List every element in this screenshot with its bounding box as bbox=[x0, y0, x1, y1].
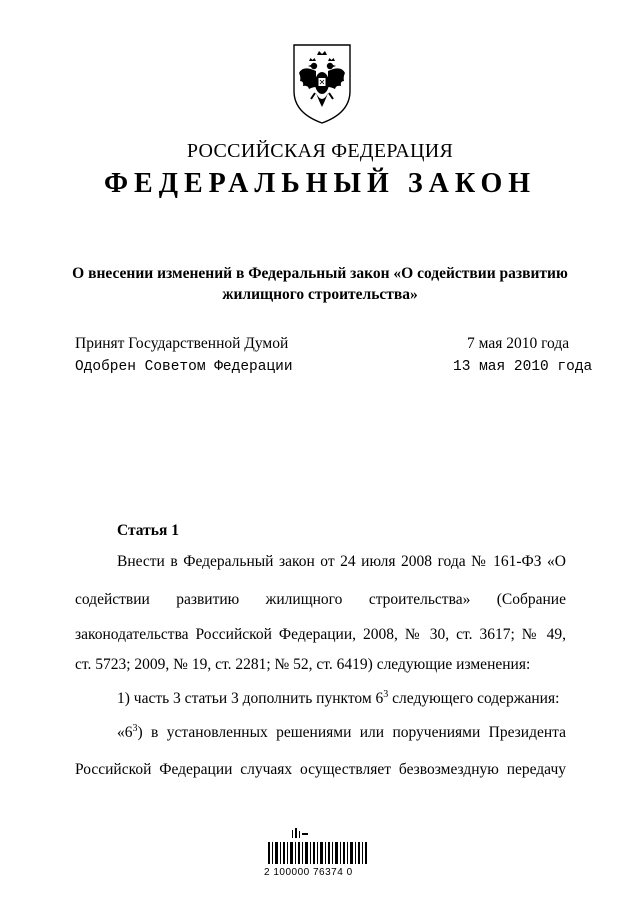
quote-superscript: 3 bbox=[132, 722, 138, 734]
country-name: РОССИЙСКАЯ ФЕДЕРАЦИЯ bbox=[186, 140, 454, 162]
article-paragraph-line: Внести в Федеральный закон от 24 июля 2008 года № 161-ФЗ «О bbox=[117, 553, 566, 570]
quote-open: «6 bbox=[117, 724, 133, 741]
article-paragraph-line: законодательства Российской Федерации, 2008, № 30, ст. 3617; № 49, bbox=[75, 626, 566, 643]
approved-by-council-date: 13 мая 2010 года bbox=[453, 359, 593, 375]
article-paragraph-line: содействии развитию жилищного строительства» (Собрание bbox=[75, 591, 566, 608]
approved-by-council-label: Одобрен Советом Федерации bbox=[75, 359, 293, 375]
quoted-clause-line-2: Российской Федерации случаях осуществляет безвозмездную передачу bbox=[75, 761, 566, 778]
item-1-text: 1) часть 3 статьи 3 дополнить пунктом 6 bbox=[117, 690, 384, 707]
quoted-clause-line-1 bbox=[117, 724, 566, 742]
article-paragraph-line: ст. 5723; 2009, № 19, ст. 2281; № 52, ст. 6419) следующие изменения: bbox=[75, 656, 531, 673]
item-1-superscript: 3 bbox=[383, 688, 389, 700]
item-1-text-end: следующего содержания: bbox=[388, 690, 560, 707]
adopted-by-duma-label: Принят Государственной Думой bbox=[75, 335, 289, 352]
law-subject-line-2: жилищного строительства» bbox=[222, 286, 418, 303]
coat-of-arms-icon bbox=[291, 43, 353, 125]
adopted-by-duma-date: 7 мая 2010 года bbox=[467, 335, 570, 352]
barcode-number: 2 100000 76374 0 bbox=[264, 867, 353, 878]
law-subject-line-1: О внесении изменений в Федеральный закон «О содействии развитию bbox=[72, 265, 568, 282]
article-item-1 bbox=[117, 690, 566, 708]
quote-line-1-rest: ) в установленных решениями или поручениями Президента bbox=[137, 724, 566, 741]
document-type: ФЕДЕРАЛЬНЫЙ ЗАКОН bbox=[104, 168, 536, 199]
article-title: Статья 1 bbox=[117, 522, 179, 539]
